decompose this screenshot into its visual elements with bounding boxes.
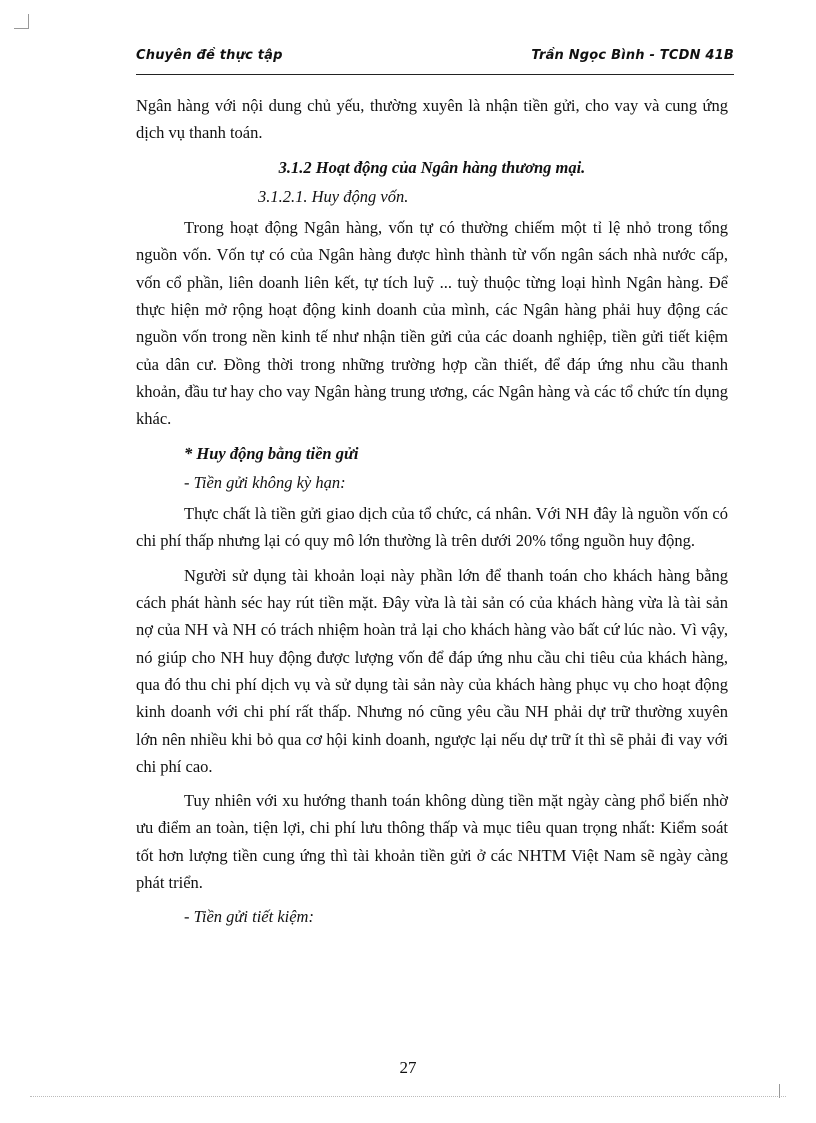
paragraph: Thực chất là tiền gửi giao dịch của tổ chức, cá nhân. Với NH đây là nguồn vốn có chi phí thấp nhưng lại có quy mô lớn thường là trên dưới 20% tổng nguồn huy động.	[136, 504, 728, 551]
paragraph: Trong hoạt động Ngân hàng, vốn tự có thường chiếm một tỉ lệ nhỏ trong tổng nguồn vốn. Vốn tự có của Ngân hàng được hình thành từ vốn ngân sách nhà nước cấp, vốn cổ phần, liên doanh liên kết, tự tích luỹ ... tuỳ thuộc từng loại hình Ngân hàng. Để thực hiện mở rộng hoạt động kinh doanh của mình, các Ngân hàng phải huy động các nguồn vốn trong nền kinh tế như nhận tiền gửi của các doanh nghiệp, tiền gửi tiết kiệm của dân cư. Đồng thời trong những trường hợp cần thiết, để đáp ứng nhu cầu thanh khoản, đầu tư hay cho vay Ngân hàng trung ương, các Ngân hàng và các tổ chức tín dụng khác.	[136, 218, 728, 429]
header-right: Trần Ngọc Bình - TCDN 41B	[531, 48, 734, 63]
paragraph: Ngân hàng với nội dung chủ yếu, thường xuyên là nhận tiền gửi, cho vay và cung ứng dịch vụ thanh toán.	[136, 96, 728, 143]
page-header	[136, 48, 734, 63]
topic-heading: * Huy động bằng tiền gửi	[184, 443, 359, 463]
footer-divider	[30, 1096, 786, 1097]
crop-mark	[14, 14, 29, 29]
item-heading: - Tiền gửi tiết kiệm:	[184, 907, 314, 927]
header-rule	[136, 74, 734, 75]
document-body	[136, 92, 728, 935]
paragraph: Tuy nhiên với xu hướng thanh toán không dùng tiền mặt ngày càng phổ biến nhờ ưu điểm an toàn, tiện lợi, chi phí lưu thông thấp và mục tiêu quan trọng nhất: Kiểm soát tốt hơn lượng tiền cung ứng thì tài khoản tiền gửi ở các NHTM Việt Nam sẽ ngày càng phát triển.	[136, 791, 728, 893]
subsection-heading: 3.1.2.1. Huy động vốn.	[258, 186, 409, 206]
paragraph: Người sử dụng tài khoản loại này phần lớn để thanh toán cho khách hàng bằng cách phát hành séc hay rút tiền mặt. Đây vừa là tài sản có của khách hàng vừa là tài sản nợ của NH và NH có trách nhiệm hoàn trả lại cho khách hàng vào bất cứ lúc nào. Vì vậy, nó giúp cho NH huy động được lượng vốn để đáp ứng nhu cầu chi tiêu của khách hàng, qua đó thu chi phí dịch vụ và sử dụng tài sản này của khách hàng phục vụ cho hoạt động kinh doanh với chi phí rất thấp. Nhưng nó cũng yêu cầu NH phải dự trữ thường xuyên lớn nên nhiều khi bỏ qua cơ hội kinh doanh, ngược lại nếu dự trữ ít thì sẽ phải đi vay với chi phí cao.	[136, 565, 728, 776]
item-heading: - Tiền gửi không kỳ hạn:	[184, 472, 346, 492]
header-left: Chuyên đề thực tập	[136, 48, 283, 63]
section-heading: 3.1.2 Hoạt động của Ngân hàng thương mại.	[278, 157, 586, 177]
crop-mark	[779, 1084, 794, 1098]
page-number: 27	[399, 1058, 417, 1077]
